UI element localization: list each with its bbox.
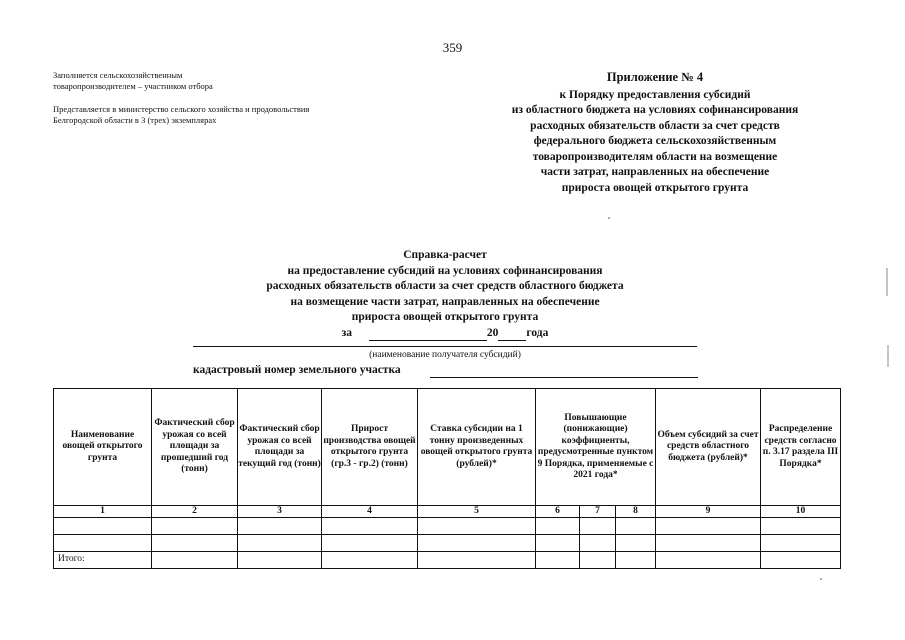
period-year: 20 [486, 326, 499, 339]
appendix-title: Приложение № 4 [606, 70, 704, 84]
table-cell[interactable] [656, 535, 761, 552]
table-header-row [54, 389, 841, 506]
table-cell[interactable] [761, 535, 841, 552]
table-cell[interactable] [152, 535, 238, 552]
table-cell[interactable] [761, 518, 841, 535]
table-cell[interactable] [536, 535, 580, 552]
column-number: 5 [418, 506, 536, 518]
header-subsidy-rate: Ставка субсидии на 1 тонну произведенных овощей открытого грунта (рублей)* [418, 389, 536, 506]
table-cell[interactable] [238, 535, 322, 552]
table-cell[interactable] [580, 552, 616, 569]
table-cell[interactable] [152, 552, 238, 569]
document-heading: Справка-расчет [403, 249, 487, 261]
scan-speck [886, 268, 888, 296]
period-line [210, 326, 680, 342]
table-cell[interactable] [54, 518, 152, 535]
document-title-line: расходных обязательств области за счет средств областного бюджета [266, 280, 624, 292]
table-cell[interactable] [616, 552, 656, 569]
table-cell[interactable] [322, 535, 418, 552]
fill-note [53, 70, 213, 92]
table-cell[interactable] [761, 552, 841, 569]
recipient-name-field[interactable] [193, 346, 697, 347]
table-row [54, 535, 841, 552]
document-title-line: прироста овощей открытого грунта [351, 311, 539, 323]
scan-speck [608, 217, 610, 219]
table-cell[interactable] [418, 535, 536, 552]
submit-note [53, 104, 309, 126]
calculation-table [53, 388, 841, 569]
column-number: 4 [322, 506, 418, 518]
table-cell[interactable] [418, 552, 536, 569]
column-number: 6 [536, 506, 580, 518]
column-number: 9 [656, 506, 761, 518]
table-cell[interactable] [238, 518, 322, 535]
document-title [210, 248, 680, 341]
header-distribution: Распределение средств согласно п. 3.17 раздела III Порядка* [761, 389, 841, 506]
header-harvest-prev-year: Фактический сбор урожая со всей площади за прошедший год (тонн) [152, 389, 238, 506]
appendix-line: федерального бюджета сельскохозяйственным [533, 135, 777, 147]
column-number: 3 [238, 506, 322, 518]
total-row [54, 552, 841, 569]
table-cell[interactable] [238, 552, 322, 569]
table-cell[interactable] [580, 518, 616, 535]
header-vegetable-name: Наименование овощей открытого грунта [54, 389, 152, 506]
table-cell[interactable] [656, 518, 761, 535]
total-label: Итого: [54, 552, 152, 569]
column-number: 7 [580, 506, 616, 518]
table-cell[interactable] [322, 552, 418, 569]
appendix-line: товаропроизводителям области на возмещение [532, 150, 778, 163]
page-number: 359 [442, 40, 463, 55]
fill-note-line: товаропроизводителем – участником отбора [53, 81, 213, 91]
table-cell[interactable] [536, 518, 580, 535]
appendix-line: расходных обязательств области за счет средств [530, 119, 780, 132]
cadastral-label: кадастровый номер земельного участка [193, 364, 401, 376]
appendix-line: к Порядку предоставления субсидий [559, 88, 751, 101]
table-cell[interactable] [54, 535, 152, 552]
table-cell[interactable] [580, 535, 616, 552]
cadastral-number-field[interactable] [430, 377, 698, 378]
recipient-caption: (наименование получателя субсидий) [369, 350, 521, 360]
period-blank-field[interactable] [369, 328, 487, 341]
column-number-row [54, 506, 841, 518]
header-subsidy-volume: Объем субсидий за счет средств областного бюджета (рублей)* [656, 389, 761, 506]
document-title-line: на предоставление субсидий на условиях софинансирования [287, 264, 603, 277]
table-cell[interactable] [656, 552, 761, 569]
scan-speck [887, 345, 889, 367]
scan-speck [820, 578, 822, 580]
submit-note-line: Белгородской области в 3 (трех) экземплярах [53, 115, 217, 125]
header-coefficients: Повышающие (понижающие) коэффициенты, предусмотренные пунктом 9 Порядка, применяемые с 2021 года* [536, 389, 656, 506]
appendix-block [470, 70, 840, 196]
table-cell[interactable] [418, 518, 536, 535]
column-number: 2 [152, 506, 238, 518]
table-cell[interactable] [536, 552, 580, 569]
period-suffix: года [526, 326, 549, 339]
submit-note-line: Представляется в министерство сельского хозяйства и продовольствия [53, 104, 310, 114]
header-harvest-current-year: Фактический сбор урожая со всей площади за текущий год (тонн) [238, 389, 322, 506]
column-number: 8 [616, 506, 656, 518]
table-cell[interactable] [616, 535, 656, 552]
document-title-line: на возмещение части затрат, направленных на обеспечение [290, 295, 600, 308]
table-row [54, 518, 841, 535]
header-production-growth: Прирост производства овощей открытого грунта (гр.3 - гр.2) (тонн) [322, 389, 418, 506]
appendix-line: прироста овощей открытого грунта [561, 181, 749, 194]
period-prefix: за [341, 326, 353, 339]
fill-note-line: Заполняется сельскохозяйственным [53, 70, 183, 80]
table-cell[interactable] [616, 518, 656, 535]
table-cell[interactable] [322, 518, 418, 535]
column-number: 1 [54, 506, 152, 518]
appendix-line: части затрат, направленных на обеспечение [540, 166, 770, 178]
year-blank-field[interactable] [498, 328, 526, 341]
table-cell[interactable] [152, 518, 238, 535]
column-number: 10 [761, 506, 841, 518]
appendix-line: из областного бюджета на условиях софинансирования [511, 104, 799, 116]
